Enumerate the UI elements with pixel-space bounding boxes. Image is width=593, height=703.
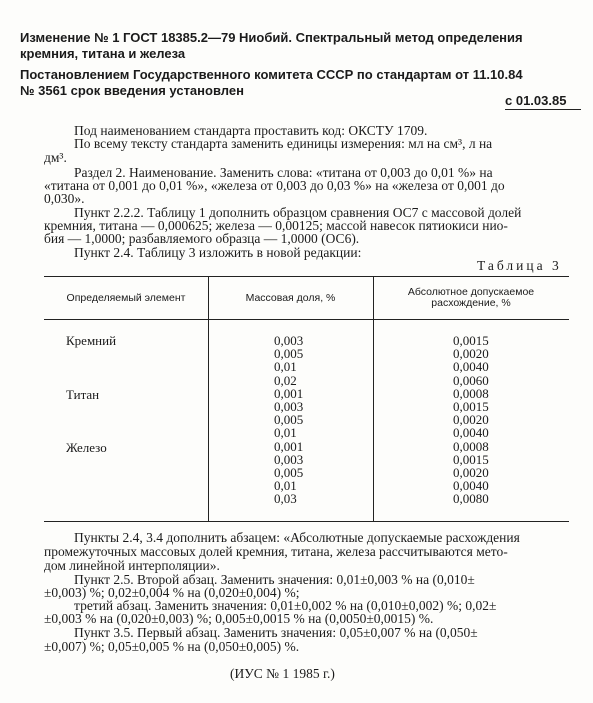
element-silicon: Кремний (66, 333, 117, 348)
table-cell: 0,001 (274, 438, 304, 454)
header-line-1: Изменение № 1 ГОСТ 18385.2—79 Ниобий. Спектральный метод определения (20, 30, 523, 45)
intro-line-2: По всему тексту стандарта заменить единицы измерения: мл на см³, л на (74, 136, 493, 151)
header-abs-discrepancy-2: расхождение, % (431, 297, 511, 309)
table-cell: 0,01 (274, 359, 297, 375)
footer-line-4: Пункт 2.5. Второй абзац. Заменить значения: 0,01±0,003 % на (0,010± (74, 572, 475, 587)
intro-line-8: кремния, титана — 0,000625; железа — 0,00125; массой навесок пятиокиси нио- (44, 218, 508, 233)
table-cell: 0,005 (274, 346, 304, 362)
table-cell: 0,0060 (453, 372, 489, 388)
table-cell: 0,005 (274, 412, 304, 428)
header-line-3: Постановлением Государственного комитета СССР по стандартам от 11.10.84 (20, 67, 523, 82)
table-cell: 0,0015 (453, 333, 489, 348)
effective-date: с 01.03.85 (505, 93, 567, 108)
table-cell: 0,0015 (453, 399, 489, 415)
table-cell: 0,0020 (453, 465, 489, 481)
table-cell: 0,01 (274, 425, 297, 441)
header-line-4: № 3561 срок введения установлен (20, 83, 244, 98)
header-abs-discrepancy-1: Абсолютное допускаемое (407, 286, 535, 298)
table-cell: 0,01 (274, 478, 297, 494)
intro-line-4: Раздел 2. Наименование. Заменить слова: «титана от 0,003 до 0,01 %» на (74, 165, 493, 180)
intro-line-5: «титана от 0,001 до 0,01 %», «железа от 0,003 до 0,03 %» на «железа от 0,001 до (44, 178, 505, 193)
footer-line-8: Пункт 3.5. Первый абзац. Заменить значения: 0,05±0,007 % на (0,050± (74, 625, 478, 640)
table-cell: 0,003 (274, 451, 304, 467)
element-iron: Железо (66, 440, 107, 455)
intro-line-1: Под наименованием стандарта проставить код: ОКСТУ 1709. (74, 123, 428, 138)
footer-line-6: третий абзац. Заменить значения: 0,01±0,002 % на (0,010±0,002) %; 0,02± (74, 598, 497, 613)
intro-line-7: Пункт 2.2.2. Таблицу 1 дополнить образцом сравнения ОС7 с массовой долей (74, 205, 522, 220)
table-cell: 0,0015 (453, 451, 489, 467)
effective-date-underline (505, 109, 581, 110)
header-mass-fraction: Массовая доля, % (245, 292, 336, 304)
table-cell: 0,0008 (453, 385, 489, 401)
table-caption: Таблица 3 (477, 258, 562, 273)
intro-line-6: 0,030». (44, 191, 85, 206)
table-cell: 0,005 (274, 465, 304, 481)
footer-line-3: дом линейной интерполяции». (44, 558, 220, 573)
table-header-rule (44, 319, 569, 320)
table-cell: 0,0020 (453, 412, 489, 428)
table-cell: 0,003 (274, 333, 304, 348)
table-cell: 0,003 (274, 399, 304, 415)
mass-fraction-column (274, 334, 303, 506)
table-cell: 0,0020 (453, 346, 489, 362)
table-col-divider-2 (373, 276, 374, 521)
table-cell: 0,0040 (453, 478, 489, 494)
footer-line-2: промежуточных массовых долей кремния, титана, железа рассчитываются мето- (44, 544, 508, 559)
source-note: (ИУС № 1 1985 г.) (230, 666, 335, 681)
table-bottom-rule (44, 521, 569, 522)
table-cell: 0,03 (274, 491, 297, 507)
element-titanium: Титан (66, 387, 100, 402)
header-line-2: кремния, титана и железа (20, 46, 186, 61)
intro-line-3: дм³. (44, 150, 67, 165)
header-element: Определяемый элемент (66, 292, 186, 304)
footer-line-9: ±0,007) %; 0,05±0,005 % на (0,050±0,005) %. (44, 639, 300, 654)
table-cell: 0,001 (274, 385, 304, 401)
table-cell: 0,0008 (453, 438, 489, 454)
intro-line-9: бия — 1,0000; разбавляемого образца — 1,0000 (ОС6). (44, 231, 360, 246)
footer-line-1: Пункты 2.4, 3.4 дополнить абзацем: «Абсолютные допускаемые расхождения (74, 530, 520, 545)
table-top-rule (44, 276, 569, 277)
table-col-divider-1 (208, 276, 209, 521)
table-cell: 0,02 (274, 372, 297, 388)
intro-line-10: Пункт 2.4. Таблицу 3 изложить в новой редакции: (74, 245, 362, 260)
footer-line-5: ±0,003) %; 0,02±0,004 % на (0,020±0,004) %; (44, 585, 300, 600)
table-cell: 0,0080 (453, 491, 489, 507)
footer-line-7: ±0,003 % на (0,020±0,003) %; 0,005±0,0015 % на (0,0050±0,0015) %. (44, 611, 434, 626)
abs-discrepancy-column (453, 334, 489, 506)
table-cell: 0,0040 (453, 425, 489, 441)
table-cell: 0,0040 (453, 359, 489, 375)
